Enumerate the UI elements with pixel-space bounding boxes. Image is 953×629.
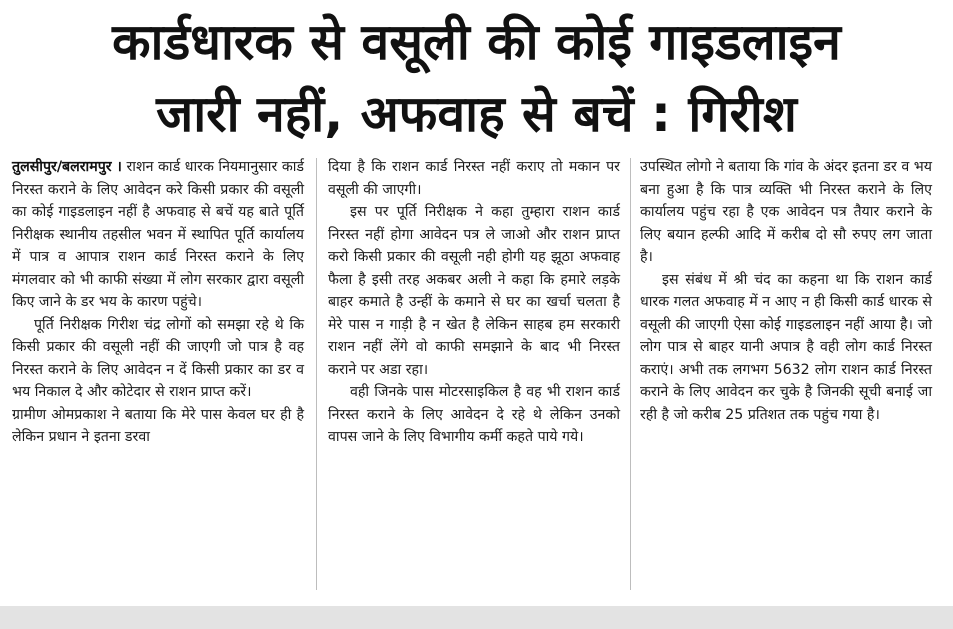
headline-line-2: जारी नहीं, अफवाह से बचें : गिरीश [156, 85, 797, 143]
article-paragraph: इस पर पूर्ति निरीक्षक ने कहा तुम्हारा राशन कार्ड निरस्त नहीं होगा आवेदन पत्र ले जाओ और राशन प्राप्त करो किसी प्रकार की वसूली नही होगी यह झूठा अफवाह फैला है इसी तरह अकबर अली ने कहा कि हमारे लड़के बाहर कमाते है उन्हीं के कमाने से घर का खर्चा चलता है मेरे पास न गाड़ी है न खेत है लेकिन साहब हम सरकारी राशन नहीं लेंगे वो काफी समझाने के बाद भी निरस्त कराने पर अडा रहा। [328, 204, 620, 378]
headline-line-1: कार्डधारक से वसूली की कोई गाइडलाइन [112, 13, 841, 71]
article-column-3 [640, 156, 932, 426]
page-footer-band [0, 606, 953, 629]
article-body [0, 156, 953, 596]
article-paragraph: दिया है कि राशन कार्ड निरस्त नहीं कराए तो मकान पर वसूली की जाएगी। [328, 159, 620, 198]
dateline: तुलसीपुर/बलरामपुर । [12, 159, 122, 175]
article-paragraph: ग्रामीण ओमप्रकाश ने बताया कि मेरे पास केवल घर ही है लेकिन प्रधान ने इतना डरवा [12, 406, 304, 445]
article-paragraph [12, 156, 304, 314]
article-paragraph: इस संबंध में श्री चंद का कहना था कि राशन कार्ड धारक गलत अफवाह में न आए न ही किसी कार्ड धारक से वसूली की जाएगी ऐसा कोई गाइडलाइन नहीं आया है। जो लोग पात्र से बाहर यानी अपात्र है वही लोग कार्ड निरस्त कराएं। अभी तक लगभग 5632 लोग राशन कार्ड निरस्त कराने के लिए आवेदन कर चुके है जिनकी सूची बनाई जा रही है जो करीब 25 प्रतिशत तक पहुंच गया है। [640, 271, 932, 423]
article-column-1 [12, 156, 304, 449]
article-paragraph: पूर्ति निरीक्षक गिरीश चंद्र लोगों को समझा रहे थे कि किसी प्रकार की वसूली नहीं की जाएगी जो पात्र है वह निरस्त कराने के लिए आवेदन न दें किसी प्रकार का डर व भय निकाल दे और कोटेदार से राशन प्राप्त करें। [12, 316, 304, 400]
paragraph-text: राशन कार्ड धारक नियमानुसार कार्ड निरस्त कराने के लिए आवेदन करे किसी प्रकार की वसूली का कोई गाइडलाइन नहीं है अफवाह से बचें यह बाते पूर्ति निरीक्षक स्थानीय तहसील भवन में स्थापित पूर्ति कार्यालय में पात्र व आपात्र राशन कार्ड निरस्त कराने के लिए मंगलवार को भी काफी संख्या में लोग सरकार द्वारा वसूली किए जाने के डर भय के कारण पहुंचे। [12, 159, 304, 310]
headline [0, 6, 953, 150]
article-paragraph: वही जिनके पास मोटरसाइकिल है वह भी राशन कार्ड निरस्त कराने के लिए आवेदन दे रहे थे लेकिन उनको वापस जाने के लिए विभागीय कर्मी कहते पाये गये। [328, 384, 620, 445]
article-paragraph: उपस्थित लोगो ने बताया कि गांव के अंदर इतना डर व भय बना हुआ है कि पात्र व्यक्ति भी निरस्त कराने के लिए कार्यालय पहुंच रहा है एक आवेदन पत्र तैयार कराने के लिए बयान हल्फी आदि में करीब दो सौ रुपए लग जाता है। [640, 159, 932, 265]
article-column-2 [328, 156, 620, 449]
